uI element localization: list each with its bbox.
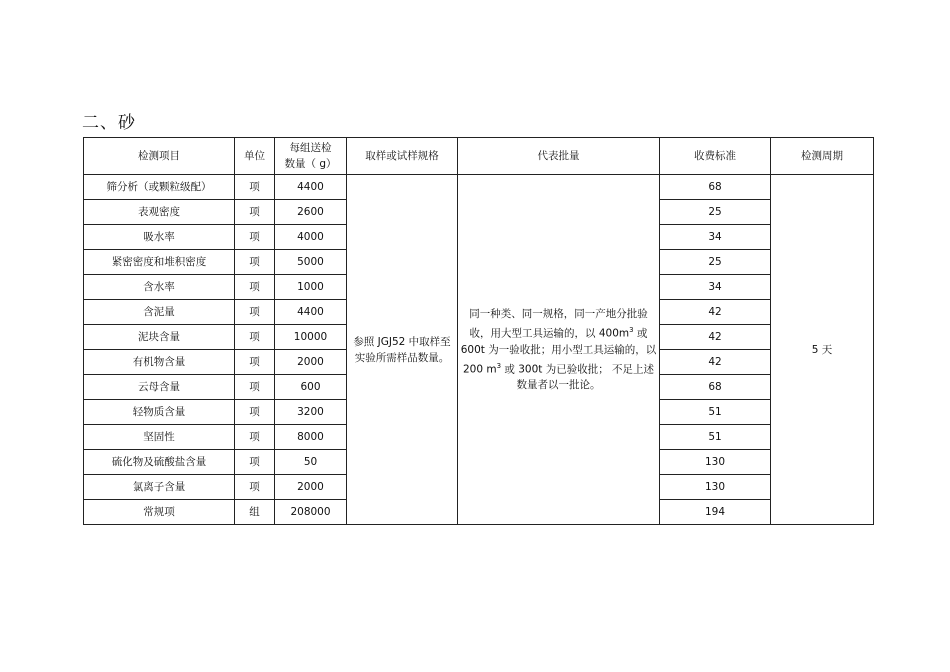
cell-item: 含水率 bbox=[84, 275, 235, 300]
cell-quantity: 4000 bbox=[275, 225, 347, 250]
cell-item: 有机物含量 bbox=[84, 350, 235, 375]
cell-item: 轻物质含量 bbox=[84, 400, 235, 425]
cell-quantity: 50 bbox=[275, 450, 347, 475]
cell-quantity: 5000 bbox=[275, 250, 347, 275]
cell-fee: 130 bbox=[660, 475, 771, 500]
cell-item: 云母含量 bbox=[84, 375, 235, 400]
cell-fee: 68 bbox=[660, 375, 771, 400]
header-quantity-line2: 数量（ g） bbox=[284, 158, 337, 170]
batch-text-part2: 或 600t 为一验收批；用小型工具运输的，以 200 m bbox=[460, 327, 657, 375]
cell-quantity: 3200 bbox=[275, 400, 347, 425]
cell-unit: 项 bbox=[235, 250, 275, 275]
cell-quantity: 8000 bbox=[275, 425, 347, 450]
cell-item: 吸水率 bbox=[84, 225, 235, 250]
cell-fee: 130 bbox=[660, 450, 771, 475]
cell-fee: 194 bbox=[660, 500, 771, 525]
header-quantity bbox=[275, 138, 347, 175]
batch-text-part3: 或 300t 为已验收批； 不足上述数量者以一批论。 bbox=[501, 363, 655, 391]
header-row bbox=[84, 138, 874, 175]
cell-item: 硫化物及硫酸盐含量 bbox=[84, 450, 235, 475]
cell-quantity: 1000 bbox=[275, 275, 347, 300]
cell-fee: 42 bbox=[660, 350, 771, 375]
cell-quantity: 4400 bbox=[275, 175, 347, 200]
cell-item: 泥块含量 bbox=[84, 325, 235, 350]
cell-unit: 项 bbox=[235, 450, 275, 475]
cell-fee: 42 bbox=[660, 325, 771, 350]
cell-unit: 项 bbox=[235, 300, 275, 325]
cell-fee: 68 bbox=[660, 175, 771, 200]
cell-quantity: 10000 bbox=[275, 325, 347, 350]
header-unit: 单位 bbox=[235, 138, 275, 175]
header-fee: 收费标准 bbox=[660, 138, 771, 175]
cell-quantity: 600 bbox=[275, 375, 347, 400]
cell-fee: 34 bbox=[660, 275, 771, 300]
cell-unit: 项 bbox=[235, 225, 275, 250]
cell-unit: 项 bbox=[235, 375, 275, 400]
cell-quantity: 4400 bbox=[275, 300, 347, 325]
batch-text-sup1: 3 bbox=[629, 326, 634, 334]
cell-quantity: 2000 bbox=[275, 475, 347, 500]
cell-quantity: 2600 bbox=[275, 200, 347, 225]
cell-spec: 参照 JGJ52 中取样至实验所需样品数量。 bbox=[347, 175, 458, 525]
cell-fee: 51 bbox=[660, 425, 771, 450]
sand-testing-table bbox=[83, 137, 874, 525]
cell-unit: 项 bbox=[235, 350, 275, 375]
cell-item: 常规项 bbox=[84, 500, 235, 525]
cell-item: 氯离子含量 bbox=[84, 475, 235, 500]
table-row bbox=[84, 175, 874, 200]
cell-fee: 34 bbox=[660, 225, 771, 250]
cell-item: 紧密密度和堆积密度 bbox=[84, 250, 235, 275]
cell-item: 表观密度 bbox=[84, 200, 235, 225]
cell-item: 坚固性 bbox=[84, 425, 235, 450]
cell-item: 含泥量 bbox=[84, 300, 235, 325]
cell-batch bbox=[458, 175, 660, 525]
cell-unit: 项 bbox=[235, 175, 275, 200]
batch-text-sup2: 3 bbox=[496, 361, 502, 370]
header-spec: 取样或试样规格 bbox=[347, 138, 458, 175]
cell-unit: 项 bbox=[235, 275, 275, 300]
cell-unit: 组 bbox=[235, 500, 275, 525]
cell-quantity: 208000 bbox=[275, 500, 347, 525]
cell-period: 5 天 bbox=[771, 175, 874, 525]
cell-unit: 项 bbox=[235, 425, 275, 450]
cell-fee: 25 bbox=[660, 250, 771, 275]
cell-unit: 项 bbox=[235, 325, 275, 350]
cell-fee: 25 bbox=[660, 200, 771, 225]
cell-item: 筛分析（或颗粒级配） bbox=[84, 175, 235, 200]
header-batch: 代表批量 bbox=[458, 138, 660, 175]
cell-fee: 42 bbox=[660, 300, 771, 325]
cell-fee: 51 bbox=[660, 400, 771, 425]
header-item: 检测项目 bbox=[84, 138, 235, 175]
cell-unit: 项 bbox=[235, 475, 275, 500]
cell-quantity: 2000 bbox=[275, 350, 347, 375]
header-period: 检测周期 bbox=[771, 138, 874, 175]
section-title: 二、砂 bbox=[82, 113, 136, 133]
batch-text-part1: 同一种类、同一规格，同一产地分批验收，用大型工具运输的，以 400m bbox=[469, 308, 648, 340]
cell-unit: 项 bbox=[235, 400, 275, 425]
cell-unit: 项 bbox=[235, 200, 275, 225]
header-quantity-line1: 每组送检 bbox=[289, 142, 332, 154]
